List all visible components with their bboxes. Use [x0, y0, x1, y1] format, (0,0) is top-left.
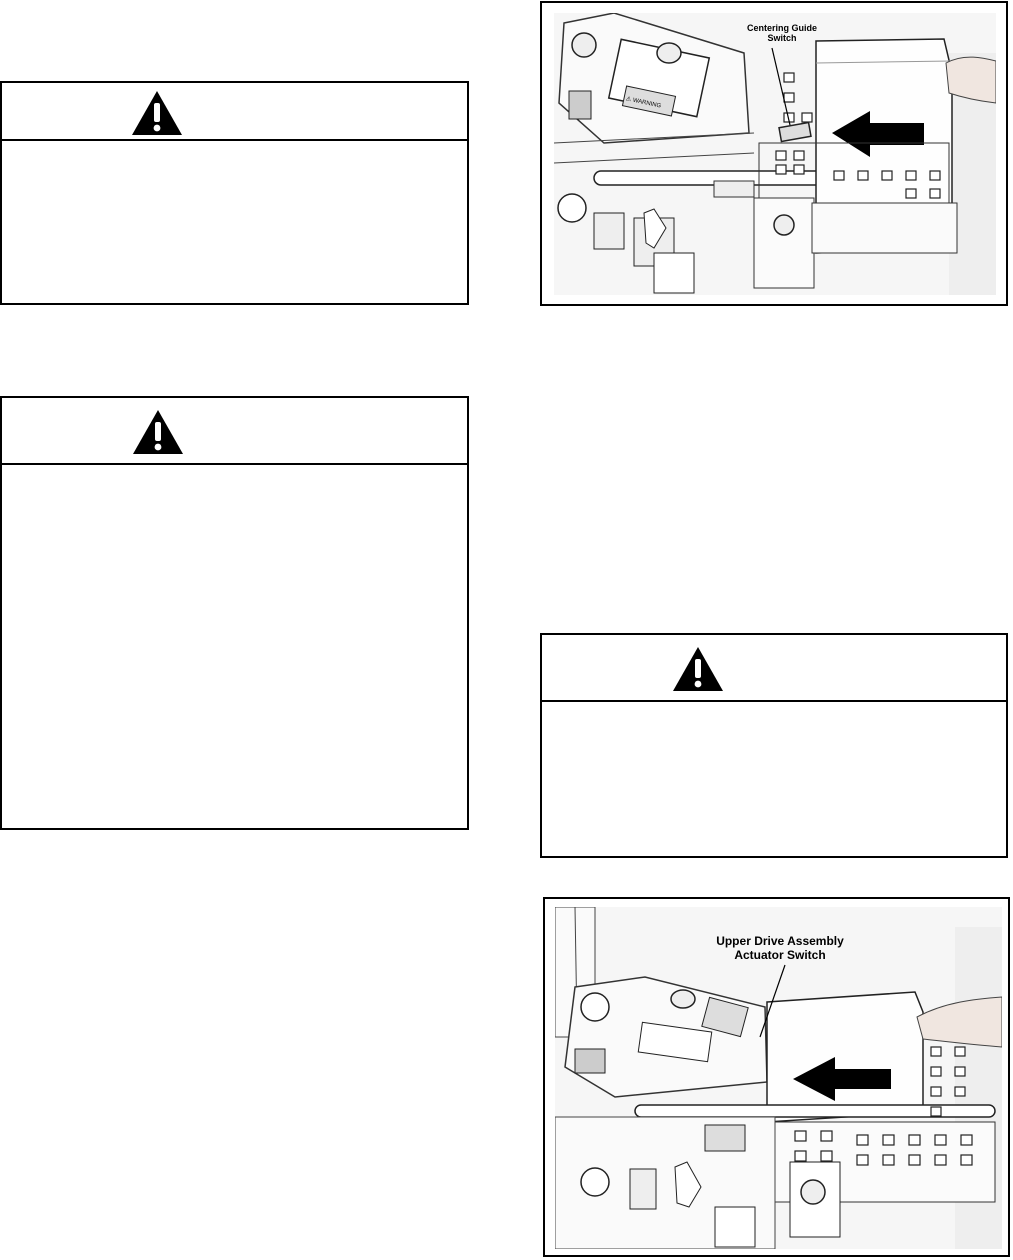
- warning-triangle-icon: [131, 408, 185, 456]
- warning-header: [2, 83, 467, 141]
- warning-header: [2, 398, 467, 465]
- figure-centering-guide: [540, 1, 1008, 306]
- warning-triangle-icon: [671, 645, 725, 693]
- warning-triangle-icon: [130, 89, 184, 137]
- warning-box-3: [540, 633, 1008, 858]
- machine-photo: [555, 907, 1002, 1249]
- machine-decal-warning: ⚠ WARNING: [625, 96, 662, 110]
- machine-photo: [554, 13, 996, 295]
- case-sealer-illustration: [554, 13, 996, 295]
- callout-upper-drive-actuator: [695, 935, 865, 963]
- warning-box-1: [0, 81, 469, 305]
- callout-line-1: Upper Drive Assembly: [716, 934, 844, 948]
- callout-line-2: Switch: [767, 33, 797, 44]
- callout-line-1: Centering Guide: [746, 23, 817, 33]
- warning-box-2: [0, 396, 469, 830]
- callout-centering-guide: [732, 23, 832, 44]
- figure-upper-drive-actuator: [543, 897, 1010, 1257]
- warning-header: [542, 635, 1006, 702]
- callout-line-2: Actuator Switch: [734, 947, 826, 962]
